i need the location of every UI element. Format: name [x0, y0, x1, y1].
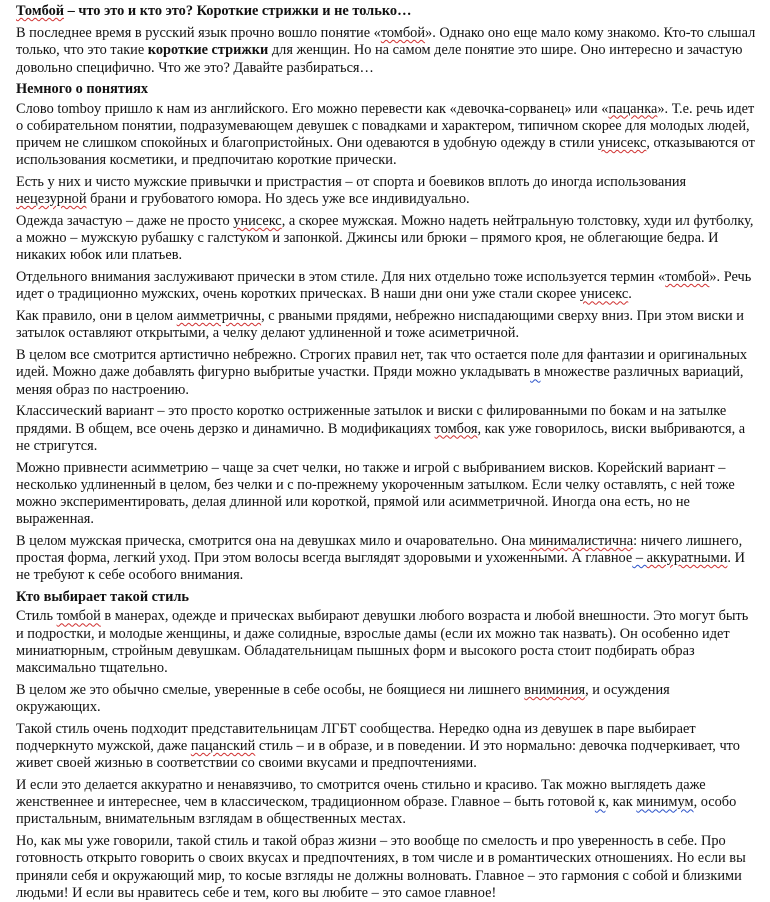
text-run: множестве различных вариаций, меняя образ по настроению. [16, 364, 744, 398]
spelling-flag: унисекс [579, 286, 629, 303]
spelling-flag: пацанка [608, 100, 658, 117]
text-run: , особо пристальным, внимательным взглядам в общественных местах. [16, 794, 737, 828]
body-paragraph [16, 777, 757, 829]
grammar-flag: к [594, 794, 606, 811]
text-run: В целом мужская прическа, смотрится она на девушках мило и очаровательно. Она [16, 533, 530, 550]
body-paragraph [16, 721, 757, 773]
text-run: Можно привнести асимметрию – чаще за счет челки, но также и игрой с выбриванием висков. Корейский вариант – несколько удлиненный в целом, без челки и с по-прежнему укороченным затылком. Если челку оставлять, с ней тоже можно экспериментировать, делая длинной или короткой, прямой или асимметричной. Иногда она есть, но не выраженная. [16, 459, 735, 528]
spelling-flag: нецезурной [16, 191, 87, 208]
text-run: В целом все смотрится артистично небрежно. Строгих правил нет, так что остается поле для фантазии и оригинальных идей. Можно даже добавлять фигурно выбритые участки. Пряди можно укладывать [16, 347, 747, 381]
spelling-flag: аимметричны [176, 308, 262, 325]
body-paragraph [16, 608, 757, 677]
text-run: , с рваными прядями, небрежно ниспадающими сверху вниз. При этом виски и затылок оставляют открытыми, а челку делают удлиненной и тоже асиметричной. [16, 308, 744, 342]
text-run: , как уже говорилось, виски выбриваются, а не стригутся. [16, 420, 746, 454]
text-run: В последнее время в русский язык прочно вошло понятие « [16, 25, 381, 42]
grammar-flag: минимум [636, 794, 694, 811]
text-run: брани и грубоватого юмора. Но здесь уже все индивидуально. [86, 191, 470, 208]
text-run: Слово tomboy пришло к нам из английского. Его можно перевести как «девочка-сорванец» или « [16, 100, 609, 117]
text-run: ». Речь идет о традиционно мужских, очень коротких прическах. В наши дни они уже стали скорее [16, 269, 752, 303]
body-paragraph [16, 308, 757, 342]
text-run: , а скорее мужская. Можно надеть нейтральную толстовку, худи ил футболку, а можно – мужскую рубашку с галстуком и запонкой. Джинсы или брюки – прямого кроя, не облегающие бедра. И никаких юбок или платьев. [16, 213, 754, 264]
section-heading: Немного о понятиях [16, 81, 149, 98]
body-paragraph [16, 682, 757, 716]
text-run: стиль – и в образе, и в поведении. И это нормально: девочка подчеркивает, что живет своей жизнью в соответствии со своими вкусами и предпочтениями. [16, 738, 740, 772]
document-body [16, 25, 757, 902]
text-run: . [628, 286, 632, 303]
body-paragraph [16, 403, 757, 455]
document-title [16, 3, 757, 20]
text-run: Такой стиль очень подходит представительницам ЛГБТ сообщества. Нередко одна из девушек в паре выбирает подчеркнуто мужской, даже [16, 720, 696, 755]
spelling-flag: аккуратными [646, 550, 728, 567]
grammar-flag: в [530, 364, 541, 381]
text-run: для женщин. Но на самом деле понятие это шире. Оно интересно и зачастую довольно специфично. Что же это? Давайте разбираться… [16, 42, 743, 76]
text-run: в манерах, одежде и прическах выбирают девушки любого возраста и любой внешности. Это могут быть и подростки, и молодые женщины, и даже солидные, взрослые дамы (если их можно так назвать). Он особенно идет миниатюрным, стройным девушкам. Обладательницам пышных форм и высокого роста стоит подбирать образ максимально тщательно. [16, 608, 749, 677]
body-paragraph [16, 533, 757, 585]
text-run: , и осуждения окружающих. [16, 681, 670, 716]
body-paragraph [16, 101, 757, 170]
spelling-flag: пацанский [190, 738, 256, 755]
spelling-flag: вниминия [524, 681, 586, 698]
text-run: – что это и кто это? Короткие стрижки и не только… [64, 3, 412, 19]
body-paragraph [16, 269, 757, 303]
body-paragraph [16, 460, 757, 529]
text-run: В целом же это обычно смелые, уверенные в себе особы, не боящиеся ни лишнего [16, 681, 525, 698]
spelling-flag: томбоя [434, 420, 478, 437]
text-run: Стиль [16, 608, 57, 625]
body-paragraph [16, 174, 757, 208]
body-paragraph [16, 833, 757, 902]
text-run: И если это делается аккуратно и ненавязчиво, то смотрится очень стильно и красиво. Так можно выглядеть даже женственнее и интереснее, чем в классическом, традиционном образе. Главное – быть готовой [16, 777, 706, 811]
body-paragraph [16, 213, 757, 265]
text-run: ». Однако оно еще мало кому знакомо. Кто-то слышал только, что это такие [16, 25, 756, 59]
text-run: : ничего лишнего, простая форма, легкий уход. При этом волосы всегда выглядят здоровыми и ухоженными. А главное [16, 533, 743, 567]
spelling-flag: унисекс [233, 213, 282, 230]
grammar-flag: – [632, 550, 647, 567]
spelling-flag: томбой [665, 269, 710, 286]
section-heading: Кто выбирает такой стиль [16, 589, 189, 606]
text-run: , отказываются от использования косметики, и предпочитаю короткие прически. [16, 135, 755, 169]
text-run: Отдельного внимания заслуживают прически в этом стиле. Для них отдельно тоже используется термин « [16, 269, 666, 286]
spelling-flag: томбой [56, 608, 101, 625]
text-run: Но, как мы уже говорили, такой стиль и такой образ жизни – это вообще по смелость и про уверенность в себе. Про готовность открыто говорить о своих вкусах и предпочтениях, в том числе и в романтических отношениях. Но если вы приняли себя и окружающий мир, то косые взгляды не должны волновать. Главное – это гармония с собой и близкими людьми! И если вы нравитесь себе и тем, кого вы любите – это самое главное! [16, 833, 746, 901]
spelling-flag: Томбой [16, 3, 65, 19]
text-run: . И не требуют к себе особого внимания. [16, 550, 745, 584]
bold-term: короткие стрижки [147, 42, 269, 59]
text-run: Классический вариант – это просто коротко остриженные затылок и виски с филированными по бокам и на затылке прядями. В общем, все очень дерзко и динамично. В модификациях [16, 403, 727, 437]
text-run: Как правило, они в целом [16, 308, 177, 325]
text-run: Есть у них и чисто мужские привычки и пристрастия – от спорта и боевиков вплоть до иногда использования [16, 174, 687, 191]
text-run: , как [605, 794, 637, 811]
spelling-flag: томбой [380, 25, 426, 42]
text-run: ». Т.е. речь идет о собирательном понятии, подразумевающем девушек с повадками и характером, типичном скорее для молодых людей, причем не слишком спокойных и благопристойных. Они одеваются в удобную одежду в стили [16, 100, 755, 152]
body-paragraph [16, 25, 757, 77]
body-paragraph [16, 347, 757, 399]
text-run: Одежда зачастую – даже не просто [16, 213, 234, 230]
spelling-flag: унисекс [597, 135, 647, 152]
spelling-flag: минималистична [529, 533, 634, 550]
